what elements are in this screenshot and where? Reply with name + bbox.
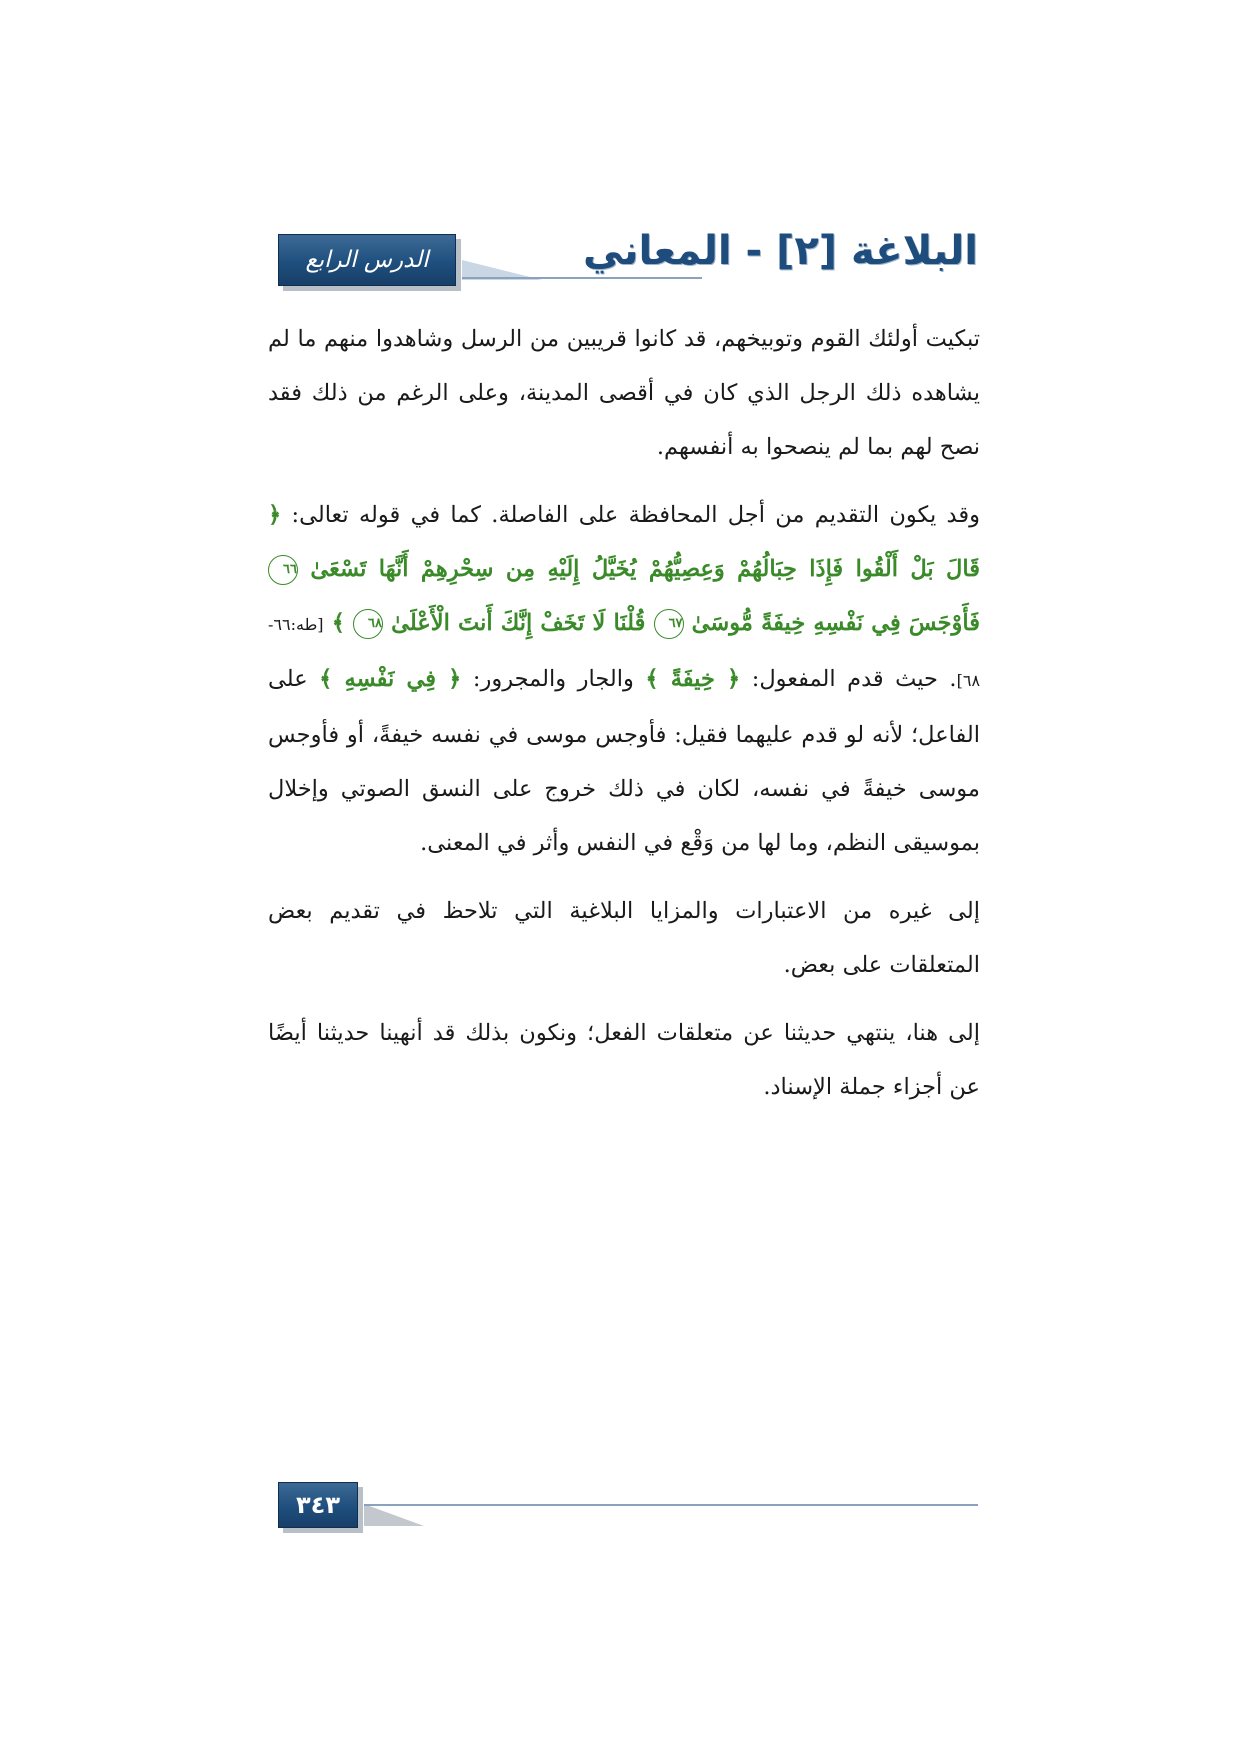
paragraph-4: إلى هنا، ينتهي حديثنا عن متعلقات الفعل؛ ونكون بذلك قد أنهينا حديثنا أيضًا عن أجزاء جملة الإسناد. bbox=[268, 1020, 980, 1100]
verse-part-2: فَأَوْجَسَ فِي نَفْسِهِ خِيفَةً مُّوسَىٰ bbox=[691, 610, 980, 636]
verse-part-3: قُلْنَا لَا تَخَفْ إِنَّكَ أَنتَ الْأَعْلَىٰ bbox=[391, 610, 646, 636]
quote-fi-nafsih: ﴿ فِي نَفْسِهِ ﴾ bbox=[319, 666, 462, 692]
page-number: ٣٤٣ bbox=[278, 1482, 358, 1528]
paragraph-2-after-ref: . حيث قدم المفعول: bbox=[740, 666, 957, 692]
ayah-number-68: ٦٨ bbox=[353, 609, 383, 639]
verse-open-bracket: ﴿ bbox=[268, 502, 282, 528]
footer-decoration bbox=[364, 1504, 424, 1526]
paragraph-2 bbox=[268, 488, 980, 870]
book-title: البلاغة [٢] - المعاني bbox=[582, 228, 978, 274]
ayah-number-66: ٦٦ bbox=[268, 555, 298, 585]
page-body bbox=[268, 312, 980, 1128]
page-footer bbox=[278, 1482, 978, 1532]
verse-part-1: قَالَ بَلْ أَلْقُوا فَإِذَا حِبَالُهُمْ وَعِصِيُّهُمْ يُخَيَّلُ إِلَيْهِ مِن سِحْرِهِمْ أَنَّهَا تَسْعَىٰ bbox=[310, 556, 980, 582]
paragraph-1: تبكيت أولئك القوم وتوبيخهم، قد كانوا قريبين من الرسل وشاهدوا منهم ما لم يشاهده ذلك الرجل الذي كان في أقصى المدينة، وعلى الرغم من ذلك فقد نصح لهم بما لم ينصحوا به أنفسهم. bbox=[268, 326, 980, 460]
quote-khifa: ﴿ خِيفَةً ﴾ bbox=[645, 666, 741, 692]
page-header bbox=[278, 228, 978, 323]
paragraph-2-rest: على الفاعل؛ لأنه لو قدم عليهما فقيل: فأوجس موسى في نفسه خيفةً، أو فأوجس موسى خيفةً في نفسه، لكان في ذلك خروج على النسق الصوتي وإخلال بموسيقى النظم، وما لها من وَقْع في النفس وأثر في المعنى. bbox=[268, 666, 980, 856]
ayah-number-67: ٦٧ bbox=[654, 609, 684, 639]
verse-reference: [طه:٦٦- ٦٨] bbox=[268, 615, 981, 690]
paragraph-2-intro: وقد يكون التقديم من أجل المحافظة على الفاصلة. كما في قوله تعالى: bbox=[281, 502, 980, 528]
paragraph-3: إلى غيره من الاعتبارات والمزايا البلاغية التي تلاحظ في تقديم بعض المتعلقات على بعض. bbox=[268, 898, 980, 978]
verse-close-bracket: ﴾ bbox=[331, 610, 345, 636]
paragraph-2-mid: والجار والمجرور: bbox=[461, 666, 634, 692]
lesson-badge: الدرس الرابع عشر bbox=[278, 234, 456, 286]
header-rule bbox=[462, 277, 702, 279]
footer-rule bbox=[364, 1504, 978, 1506]
